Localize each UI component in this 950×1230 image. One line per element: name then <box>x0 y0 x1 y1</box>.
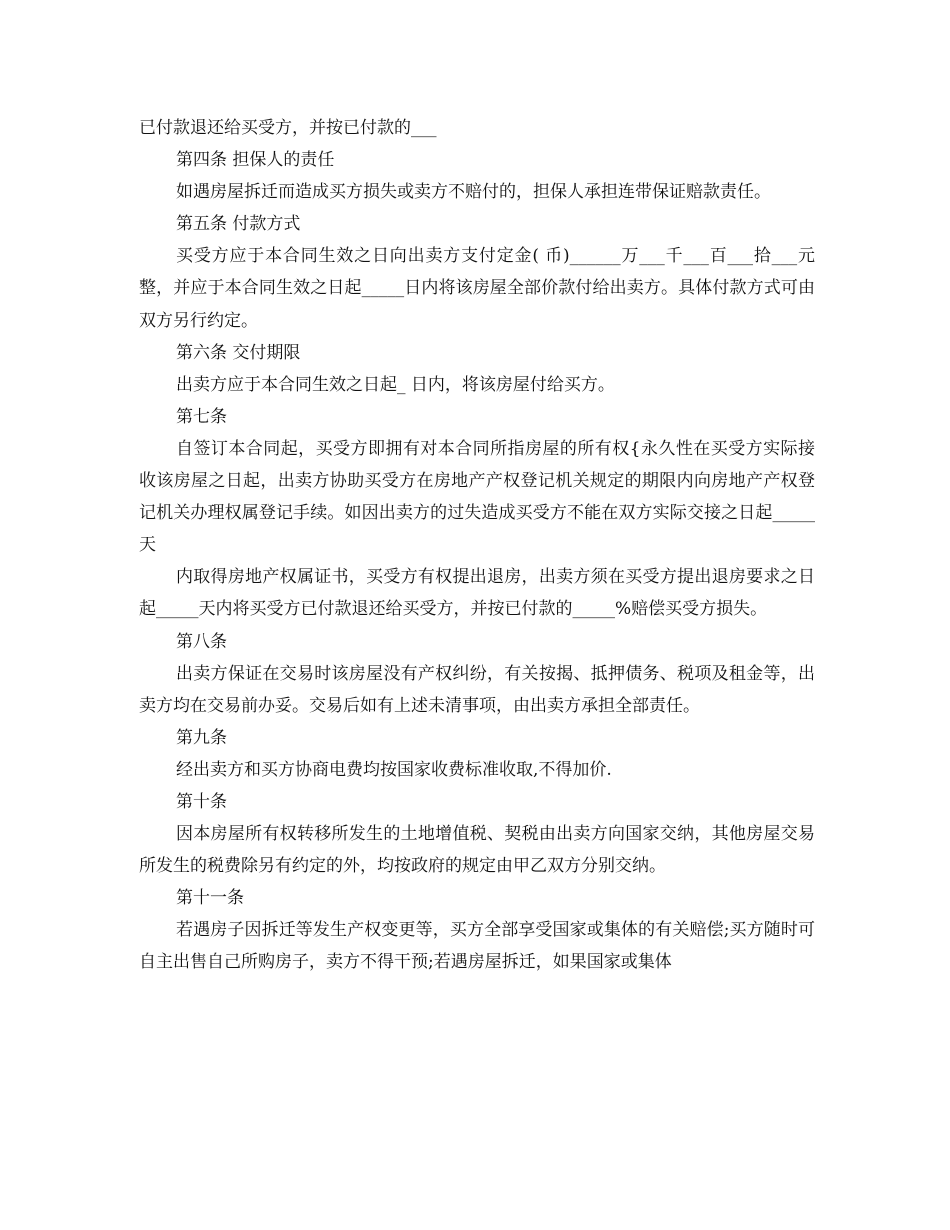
article-7-body-cont: 内取得房地产权属证书，买受方有权提出退房，出卖方须在买受方提出退房要求之日起_____天内将买受方已付款退还给买受方，并按已付款的_____%赔偿买受方损失。 <box>139 567 815 620</box>
article-6-body: 出卖方应于本合同生效之日起_ 日内，将该房屋付给买方。 <box>176 374 615 395</box>
document-page <box>139 112 815 979</box>
article-4-body: 如遇房屋拆迁而造成买方损失或卖方不赔付的，担保人承担连带保证赔款责任。 <box>176 182 771 203</box>
article-7-body: 自签订本合同起，买受方即拥有对本合同所指房屋的所有权{永久性在买受方实际接收该房屋之日起，出卖方协助买受方在房地产产权登记机关规定的期限内向房地产产权登记机关办理权属登记手续。如因出卖方的过失造成买受方不能在双方实际交接之日起_____天 <box>139 438 815 556</box>
article-8-heading: 第八条 <box>176 631 227 652</box>
article-5-body: 买受方应于本合同生效之日向出卖方支付定金( 币)______万___千___百___拾___元整，并应于本合同生效之日起_____日内将该房屋全部价款付给出卖方。具体付款方式可由双方另行约定。 <box>139 246 815 331</box>
article-7-heading: 第七条 <box>176 406 227 427</box>
article-5-heading: 第五条 付款方式 <box>176 214 301 235</box>
article-4-heading: 第四条 担保人的责任 <box>176 150 335 171</box>
article-11-body: 若遇房子因拆迁等发生产权变更等，买方全部享受国家或集体的有关赔偿;买方随时可自主出售自己所购房子，卖方不得干预;若遇房屋拆迁，如果国家或集体 <box>139 920 815 973</box>
article-10-heading: 第十条 <box>176 791 227 812</box>
article-6-heading: 第六条 交付期限 <box>176 342 301 363</box>
article-10-body: 因本房屋所有权转移所发生的土地增值税、契税由出卖方向国家交纳，其他房屋交易所发生的税费除另有约定的外，均按政府的规定由甲乙双方分别交纳。 <box>139 824 815 877</box>
paragraph-continuation: 已付款退还给买受方，并按已付款的___ <box>139 118 437 138</box>
article-11-heading: 第十一条 <box>176 888 244 909</box>
article-9-heading: 第九条 <box>176 727 227 748</box>
article-8-body: 出卖方保证在交易时该房屋没有产权纠纷，有关按揭、抵押债务、税项及租金等，出卖方均在交易前办妥。交易后如有上述未清事项，由出卖方承担全部责任。 <box>139 663 815 716</box>
article-9-body: 经出卖方和买方协商电费均按国家收费标准收取,不得加价. <box>176 759 612 780</box>
